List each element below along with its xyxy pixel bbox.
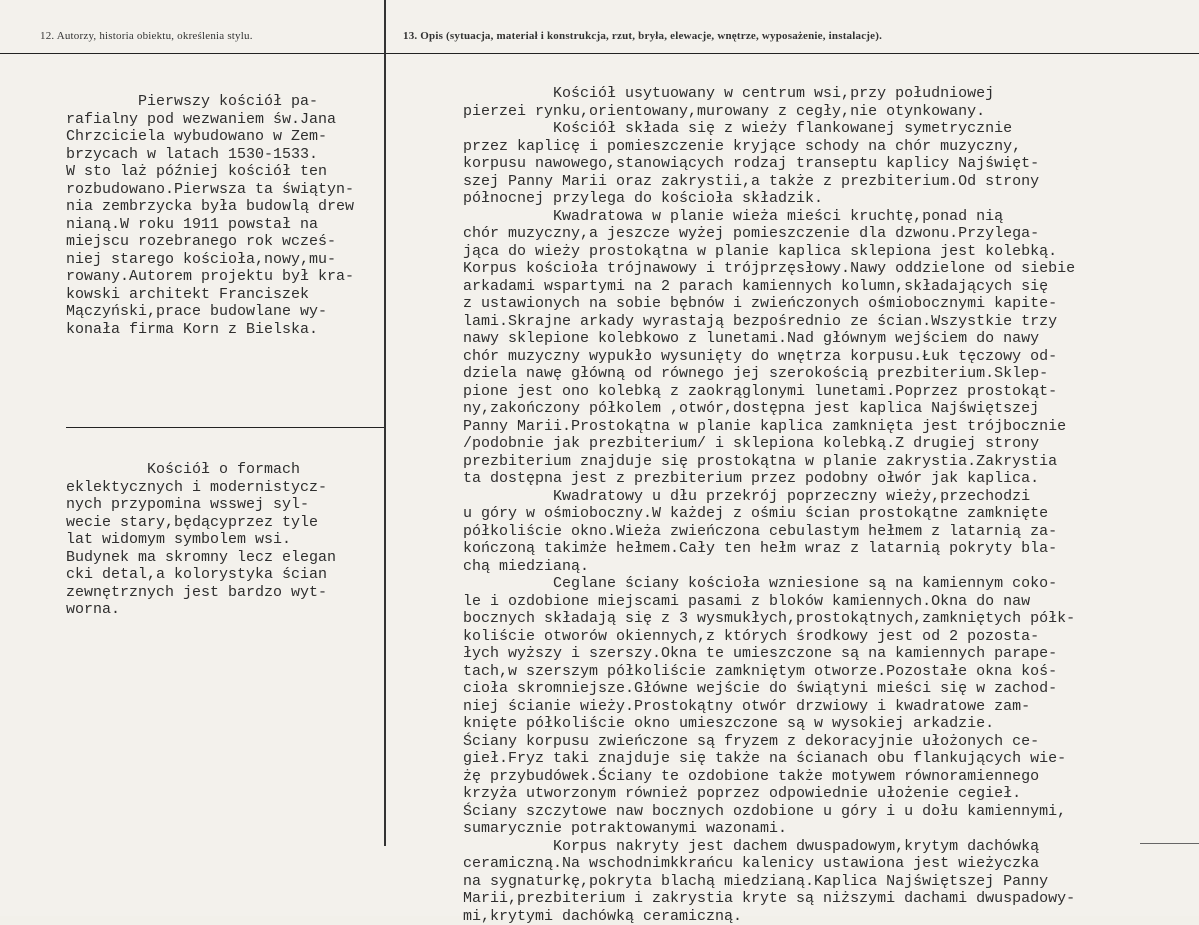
text-line: knięte półkoliście okno umieszczone są w wysokiej arkadzie. [463,715,1075,733]
text-line: na sygnaturkę,pokryta blachą miedzianą.Kaplica Najświętszej Panny [463,873,1075,891]
text-line: rafialny pod wezwaniem św.Jana [66,111,354,129]
text-line: u góry w ośmioboczny.W każdej z ośmiu ścian prostokątne zamknięte [463,505,1075,523]
text-line: bocznych składają się z 3 wysmukłych,prostokątnych,zamkniętych półk- [463,610,1075,628]
text-line: worna. [66,601,336,619]
text-line: Kościół o formach [66,461,336,479]
text-line: szej Panny Marii oraz zakrystii,a także z prezbiterium.Od strony [463,173,1075,191]
text-line: półkoliście okno.Wieża zwieńczona cebulastym hełmem z latarnią za- [463,523,1075,541]
text-line: cioła skromniejsze.Główne wejście do świątyni mieści się w zachod- [463,680,1075,698]
text-line: chór muzyczny wypukło wysunięty do wnętrza korpusu.Łuk tęczowy od- [463,348,1075,366]
text-line: rozbudowano.Pierwsza ta świątyn- [66,181,354,199]
text-line: arkadami wspartymi na 2 parach kamiennych kolumn,składających się [463,278,1075,296]
text-line: Pierwszy kościół pa- [66,93,354,111]
text-line: Kościół usytuowany w centrum wsi,przy południowej [463,85,1075,103]
section-13-header: 13. Opis (sytuacja, materiał i konstrukcja, rzut, bryła, elewacje, wnętrze, wyposażenie, instalacje). [403,30,882,42]
text-line: nych przypomina wsswej syl- [66,496,336,514]
text-line: lami.Skrajne arkady wyrastają bezpośrednio ze ścian.Wszystkie trzy [463,313,1075,331]
text-line: Korpus kościoła trójnawowy i trójprzęsłowy.Nawy oddzielone od siebie [463,260,1075,278]
text-line: ta dostępna jest z prezbiterium przez podobny ołwór jak kaplica. [463,470,1075,488]
text-line: brzycach w latach 1530-1533. [66,146,354,164]
text-line: przez kaplicę i pomieszczenie kryjące schody na chór muzyczny, [463,138,1075,156]
text-line: Ściany szczytowe naw bocznych ozdobione u góry i u dołu kamiennymi, [463,803,1075,821]
text-line: Budynek ma skromny lecz elegan [66,549,336,567]
text-line: /podobnie jak prezbiterium/ i sklepiona kolebką.Z drugiej strony [463,435,1075,453]
text-line: pierzei rynku,orientowany,murowany z cegły,nie otynkowany. [463,103,1075,121]
text-line: chą miedzianą. [463,558,1075,576]
text-line: korpusu nawowego,stanowiących rodzaj transeptu kaplicy Najświęt- [463,155,1075,173]
text-line: nianą.W roku 1911 powstał na [66,216,354,234]
text-line: Ceglane ściany kościoła wzniesione są na kamiennym coko- [463,575,1075,593]
text-line: Ściany korpusu zwieńczone są fryzem z dekoracyjnie ułożonych ce- [463,733,1075,751]
text-line: Panny Marii.Prostokątna w planie kaplica zamknięta jest trójbocznie [463,418,1075,436]
text-line: żę przybudówek.Ściany te ozdobione także motywem równoramiennego [463,768,1075,786]
text-line: jąca do wieży prostokątna w planie kaplica sklepiona jest kolebką. [463,243,1075,261]
text-line: nia zembrzycka była budowlą drew [66,198,354,216]
text-line: tach,w szerszym półkoliście zamkniętym otworze.Pozostałe okna koś- [463,663,1075,681]
text-line: północnej przylega do kościoła składzik. [463,190,1075,208]
text-line: Kwadratowa w planie wieża mieści kruchtę,ponad nią [463,208,1075,226]
header-rule [0,53,1199,54]
text-line: z ustawionych na sobie bębnów i zwieńczonych ośmiobocznymi kapite- [463,295,1075,313]
text-line: zewnętrznych jest bardzo wyt- [66,584,336,602]
text-line: cki detal,a kolorystyka ścian [66,566,336,584]
text-line: Marii,prezbiterium i zakrystia kryte są niższymi dachami dwuspadowy- [463,890,1075,908]
text-line: łych wyższy i szerszy.Okna te umieszczone są na kamiennych parape- [463,645,1075,663]
text-line: kowski architekt Franciszek [66,286,354,304]
text-line: eklektycznych i modernistycz- [66,479,336,497]
column-divider [384,0,386,846]
text-line: kończoną takimże hełmem.Cały ten hełm wraz z latarnią pokryty bla- [463,540,1075,558]
text-line: niej starego kościoła,nowy,mu- [66,251,354,269]
text-line: dziela nawę główną od równego jej szerokością prezbiterium.Sklep- [463,365,1075,383]
text-line: konała firma Korn z Bielska. [66,321,354,339]
text-line: Kwadratowy u dłu przekrój poprzeczny wieży,przechodzi [463,488,1075,506]
margin-mark [1140,843,1199,844]
text-line: le i ozdobione miejscami pasami z bloków kamiennych.Okna do naw [463,593,1075,611]
style-description-text [66,461,336,619]
text-line: rowany.Autorem projektu był kra- [66,268,354,286]
section-12-header: 12. Autorzy, historia obiektu, określenia stylu. [40,30,253,42]
text-line: krzyża utworzonym również poprzez odpowiednie ułożenie cegieł. [463,785,1075,803]
text-line: wecie stary,będącyprzez tyle [66,514,336,532]
text-line: W sto laż później kościół ten [66,163,354,181]
authors-history-text [66,93,354,338]
text-line: ny,zakończony półkolem ,otwór,dostępna jest kaplica Najświętszej [463,400,1075,418]
text-line: mi,krytymi dachówką ceramiczną. [463,908,1075,925]
text-line: pione jest ono kolebką z zaokrąglonymi lunetami.Poprzez prostokąt- [463,383,1075,401]
text-line: Kościół składa się z wieży flankowanej symetrycznie [463,120,1075,138]
text-line: miejscu rozebranego rok wcześ- [66,233,354,251]
text-line: Chrzciciela wybudowano w Zem- [66,128,354,146]
text-line: sumarycznie potraktowanymi wazonami. [463,820,1075,838]
text-line: Korpus nakryty jest dachem dwuspadowym,krytym dachówką [463,838,1075,856]
text-line: chór muzyczny,a jeszcze wyżej pomieszczenie dla dzwonu.Przylega- [463,225,1075,243]
text-line: Mączyński,prace budowlane wy- [66,303,354,321]
object-description-text [463,85,1075,925]
text-line: ceramiczną.Na wschodnimkkrańcu kalenicy ustawiona jest wieżyczka [463,855,1075,873]
left-section-divider [66,427,384,428]
text-line: prezbiterium znajduje się prostokątna w planie zakrystia.Zakrystia [463,453,1075,471]
text-line: niej ścianie wieży.Prostokątny otwór drzwiowy i kwadratowe zam- [463,698,1075,716]
text-line: koliście otworów okiennych,z których środkowy jest od 2 pozosta- [463,628,1075,646]
text-line: nawy sklepione kolebkowo z lunetami.Nad głównym wejściem do nawy [463,330,1075,348]
text-line: gieł.Fryz taki znajduje się także na ścianach obu flankujących wie- [463,750,1075,768]
text-line: lat widomym symbolem wsi. [66,531,336,549]
